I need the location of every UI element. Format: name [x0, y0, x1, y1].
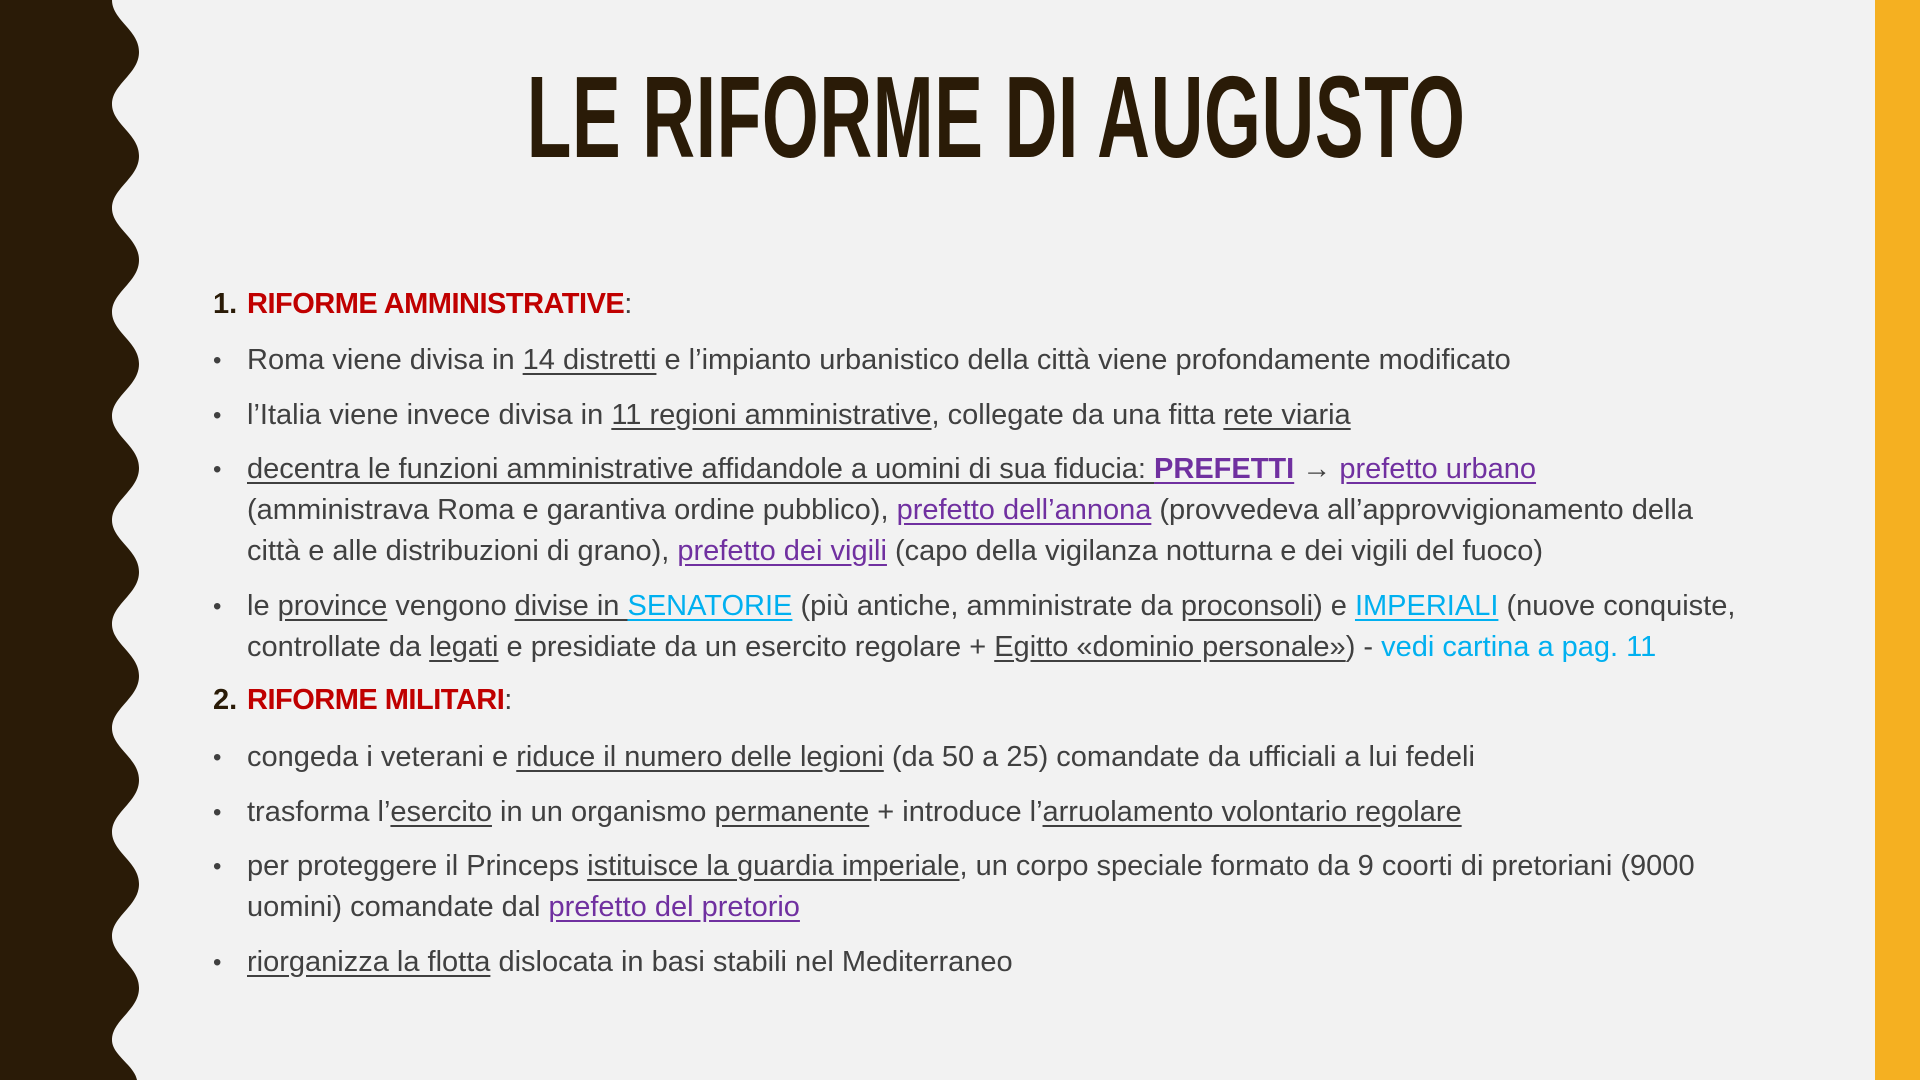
bullet-item	[213, 340, 1511, 381]
bullet-text: (amministrava Roma e garantiva ordine pubblico),	[247, 494, 897, 526]
bullet-icon: •	[213, 853, 222, 880]
bullet-text: Roma viene divisa in	[247, 344, 523, 376]
bullet-text: le	[247, 590, 278, 622]
bullet-text: ) e	[1313, 590, 1355, 622]
bullet-text: ) -	[1345, 631, 1382, 663]
hyperlink-text[interactable]: prefetto del pretorio	[548, 891, 800, 923]
underlined-text: riduce il numero delle legioni	[516, 741, 884, 773]
hyperlink-text[interactable]: SENATORIE	[627, 590, 793, 622]
bullet-item	[213, 449, 1693, 572]
bullet-text: congeda i veterani e	[247, 741, 517, 773]
section-heading-colon: :	[624, 288, 633, 320]
bullet-text: (capo della vigilanza notturna e dei vigili del fuoco)	[886, 535, 1544, 567]
bullet-text: (provvedeva all’approvvigionamento della	[1151, 494, 1693, 526]
underlined-text: rete viaria	[1223, 399, 1351, 431]
reference-text: vedi cartina a pag. 11	[1381, 631, 1657, 663]
underlined-text: 14 distretti	[522, 344, 657, 376]
bullet-item	[213, 942, 1013, 983]
section-number: 1.	[213, 288, 238, 320]
section-heading	[213, 680, 513, 721]
underlined-text: proconsoli	[1180, 590, 1314, 622]
underlined-text: riorganizza la flotta	[247, 946, 491, 978]
bullet-item	[213, 792, 1462, 833]
bullet-text: , un corpo speciale formato da 9 coorti di pretoriani (9000	[959, 850, 1695, 882]
bullet-text: (da 50 a 25) comandate da ufficiali a lui fedeli	[883, 741, 1475, 773]
bullet-text: e l’impianto urbanistico della città viene profondamente modificato	[656, 344, 1511, 376]
bullet-icon: •	[213, 744, 222, 771]
hyperlink-text[interactable]: prefetto dell’annona	[896, 494, 1152, 526]
bullet-text: uomini) comandate dal	[247, 891, 549, 923]
section-heading	[213, 284, 633, 325]
section-number: 2.	[213, 684, 238, 716]
bullet-icon: •	[213, 402, 222, 429]
underlined-text: decentra le funzioni amministrative affidandole a uomini di sua fiducia:	[247, 453, 1155, 485]
underlined-text: arruolamento volontario regolare	[1042, 796, 1462, 828]
bullet-text: l’Italia viene invece divisa in	[247, 399, 612, 431]
bullet-text: in un organismo	[491, 796, 715, 828]
underlined-text: permanente	[714, 796, 870, 828]
bullet-text: trasforma l’	[247, 796, 391, 828]
underlined-text: istituisce la guardia imperiale	[587, 850, 960, 882]
bullet-item	[213, 395, 1351, 436]
bullet-icon: •	[213, 456, 222, 483]
bullet-text: (più antiche, amministrate da	[792, 590, 1181, 622]
section-heading-colon: :	[504, 684, 513, 716]
underlined-text: Egitto «dominio personale»	[994, 631, 1346, 663]
bullet-item	[213, 586, 1736, 668]
bullet-text: dislocata in basi stabili nel Mediterraneo	[490, 946, 1013, 978]
hyperlink-text[interactable]: prefetto dei vigili	[677, 535, 887, 567]
bullet-text: vengono	[387, 590, 515, 622]
bullet-text: per proteggere il Princeps	[247, 850, 588, 882]
slide-title	[0, 52, 1920, 182]
section-heading-text: RIFORME MILITARI	[247, 684, 505, 716]
underlined-text: legati	[429, 631, 499, 663]
bullet-text: , collegate da una fitta	[931, 399, 1224, 431]
bullet-item	[213, 846, 1695, 928]
bullet-icon: •	[213, 799, 222, 826]
hyperlink-text[interactable]: PREFETTI	[1154, 453, 1295, 485]
underlined-text: esercito	[390, 796, 492, 828]
bullet-text: e presidiate da un esercito regolare +	[498, 631, 995, 663]
bullet-text: (nuove conquiste,	[1498, 590, 1736, 622]
bullet-icon: •	[213, 593, 222, 620]
underlined-text: province	[277, 590, 388, 622]
bullet-text: →	[1294, 453, 1340, 485]
section-heading-text: RIFORME AMMINISTRATIVE	[247, 288, 625, 320]
bullet-text: città e alle distribuzioni di grano),	[247, 535, 678, 567]
bullet-icon: •	[213, 347, 222, 374]
bullet-icon: •	[213, 949, 222, 976]
bullet-item	[213, 737, 1475, 778]
bullet-text: controllate da	[247, 631, 430, 663]
underlined-text: divise in	[514, 590, 628, 622]
slide-title-text: LE RIFORME DI AUGUSTO	[526, 52, 1466, 182]
bullet-text: + introduce l’	[869, 796, 1043, 828]
hyperlink-text[interactable]: IMPERIALI	[1354, 590, 1499, 622]
underlined-text: 11 regioni amministrative	[611, 399, 932, 431]
hyperlink-text[interactable]: prefetto urbano	[1339, 453, 1537, 485]
